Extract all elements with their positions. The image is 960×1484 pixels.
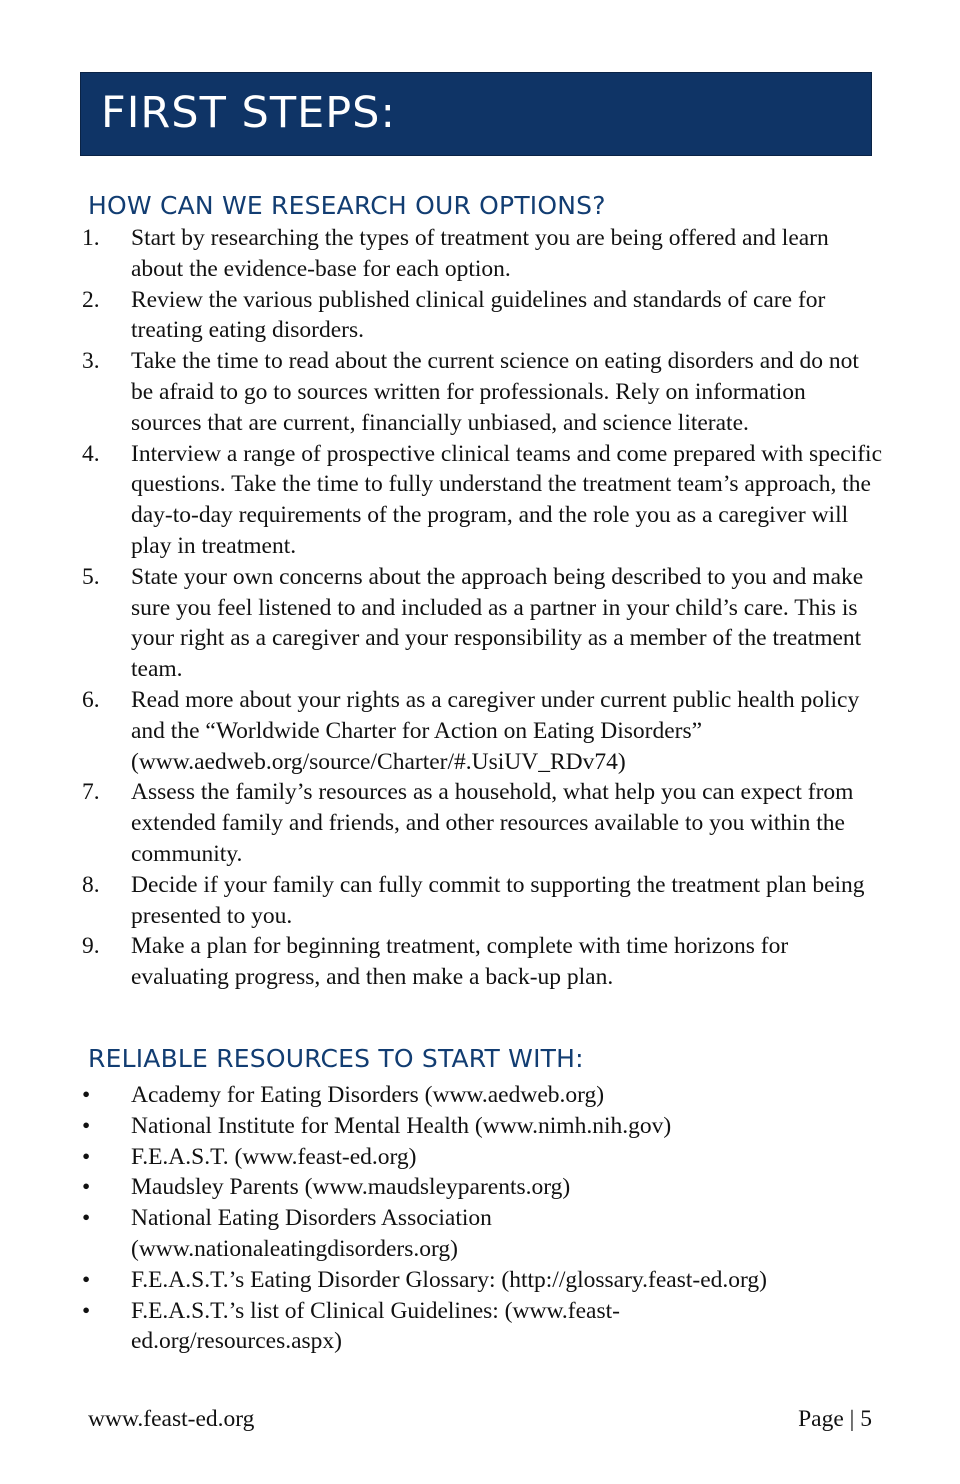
resource-text: F.E.A.S.T. (www.feast-ed.org) [131, 1143, 417, 1170]
item-text: Assess the family’s resources as a household, what help you can expect from extended family and friends, and other resources available to you within the community. [131, 779, 854, 867]
list-item [82, 1111, 882, 1142]
item-text: Start by researching the types of treatment you are being offered and learn about the evidence-base for each option. [131, 225, 829, 282]
list-item [82, 1203, 882, 1265]
list-item [82, 777, 882, 869]
item-number: 4. [82, 440, 100, 467]
item-number: 6. [82, 686, 100, 713]
list-item [82, 1142, 882, 1173]
research-steps-list [82, 223, 882, 993]
footer-page-number: Page | 5 [798, 1406, 872, 1432]
list-item [82, 223, 882, 285]
resource-text: F.E.A.S.T.’s list of Clinical Guidelines: (www.feast-ed.org/resources.aspx) [131, 1297, 620, 1355]
list-item [82, 870, 882, 932]
item-text: State your own concerns about the approach being described to you and make sure you feel listened to and included as a partner in your child’s care. This is your right as a caregiver and your responsibility as a member of the treatment team. [131, 563, 864, 683]
resource-text: F.E.A.S.T.’s Eating Disorder Glossary: (http://glossary.feast-ed.org) [131, 1266, 768, 1293]
list-item [82, 285, 882, 347]
list-item [82, 439, 882, 562]
resources-list [82, 1080, 882, 1357]
item-text: Make a plan for beginning treatment, complete with time horizons for evaluating progress, and then make a back-up plan. [131, 933, 789, 991]
footer-website: www.feast-ed.org [88, 1406, 255, 1432]
bullet-icon: • [82, 1112, 91, 1139]
section-heading-resources: RELIABLE RESOURCES TO START WITH: [88, 1044, 584, 1073]
bullet-icon: • [82, 1297, 91, 1324]
item-number: 7. [82, 779, 100, 806]
item-text: Read more about your rights as a caregiver under current public health policy and the “Worldwide Charter for Action on Eating Disorders” (www.aedweb.org/source/Charter/#.UsiUV_RDv74) [131, 686, 860, 775]
resource-text: National Eating Disorders Association (www.nationaleatingdisorders.org) [131, 1205, 492, 1262]
list-item [82, 1296, 882, 1358]
item-number: 2. [82, 286, 100, 313]
list-item [82, 562, 882, 685]
bullet-icon: • [82, 1174, 91, 1201]
bullet-icon: • [82, 1205, 91, 1232]
list-item [82, 931, 882, 993]
resource-text: National Institute for Mental Health (www.nimh.nih.gov) [131, 1112, 672, 1139]
resource-text: Maudsley Parents (www.maudsleyparents.org) [131, 1174, 571, 1201]
item-text: Review the various published clinical guidelines and standards of care for treating eating disorders. [131, 286, 826, 344]
item-number: 9. [82, 933, 100, 960]
list-item [82, 1265, 882, 1296]
list-item [82, 346, 882, 438]
resource-text: Academy for Eating Disorders (www.aedweb.org) [131, 1082, 605, 1108]
item-number: 5. [82, 563, 100, 590]
item-number: 8. [82, 871, 100, 898]
item-number: 1. [82, 225, 100, 251]
page-title: FIRST STEPS: [101, 88, 396, 138]
item-number: 3. [82, 348, 100, 375]
item-text: Decide if your family can fully commit to supporting the treatment plan being presented to you. [131, 871, 865, 929]
list-item [82, 1080, 882, 1111]
list-item [82, 685, 882, 777]
section-heading-research: HOW CAN WE RESEARCH OUR OPTIONS? [88, 191, 606, 220]
bullet-icon: • [82, 1082, 91, 1108]
item-text: Interview a range of prospective clinical teams and come prepared with specific questions. Take the time to fully understand the treatment team’s approach, the day-to-day requirements of the program, and the role you as a caregiver will play in treatment. [131, 440, 883, 559]
title-banner [80, 72, 872, 156]
item-text: Take the time to read about the current science on eating disorders and do not be afraid to go to sources written for professionals. Rely on information sources that are current, financially unbiased, and science literate. [131, 348, 859, 436]
bullet-icon: • [82, 1266, 91, 1293]
list-item [82, 1172, 882, 1203]
bullet-icon: • [82, 1143, 91, 1170]
